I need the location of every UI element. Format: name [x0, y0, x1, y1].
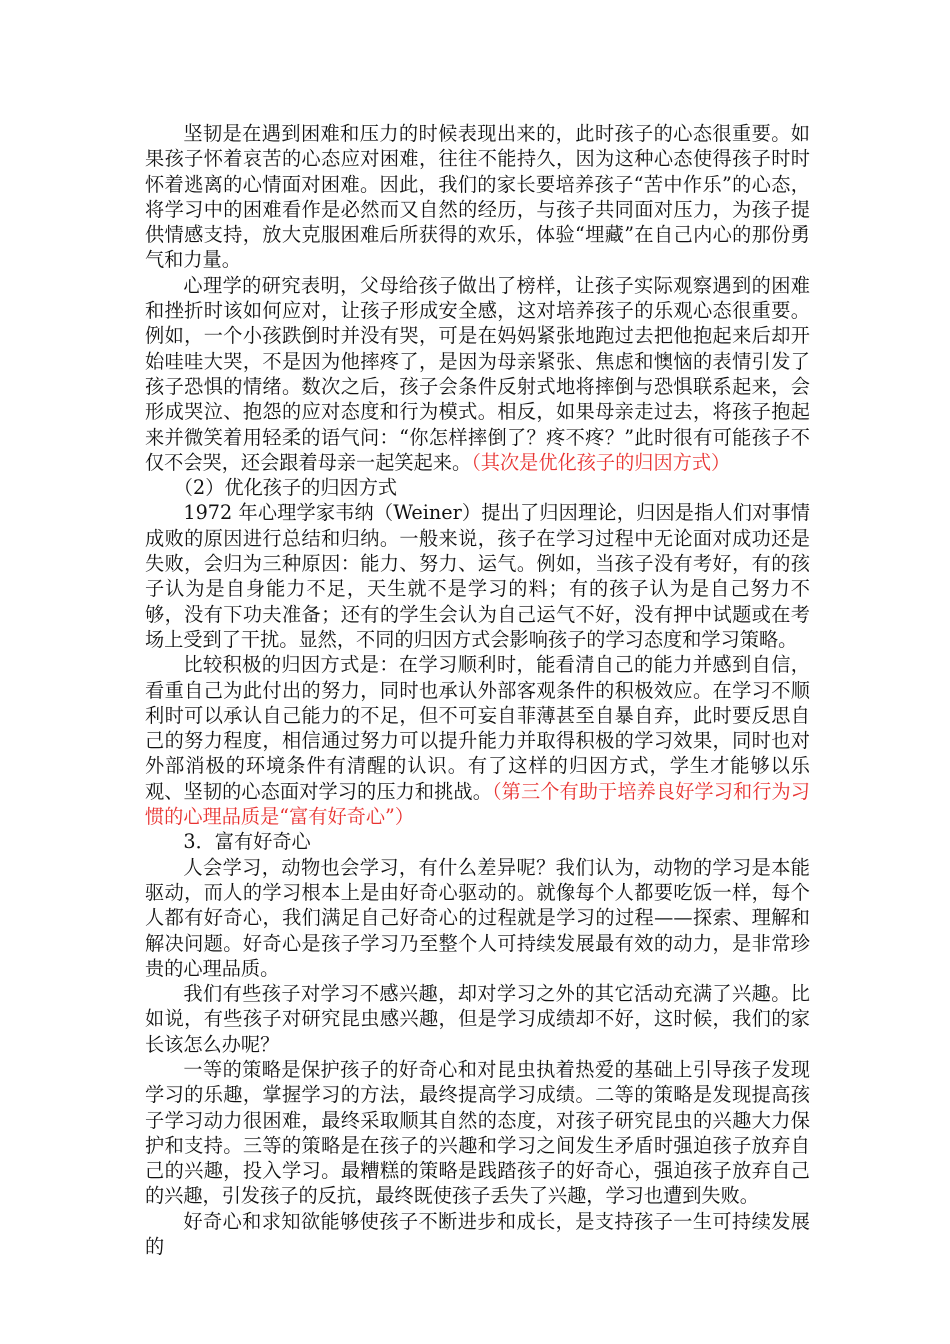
paragraph-text: 我们有些孩子对学习不感兴趣，却对学习之外的其它活动充满了兴趣。比如说，有些孩子对研究昆虫感兴趣，但是学习成绩却不好，这时候，我们的家长该怎么办呢？ — [145, 982, 810, 1056]
document-body — [145, 121, 810, 1259]
section-heading-curiosity — [145, 829, 810, 854]
paragraph-role-model — [145, 273, 810, 475]
paragraph-text: 坚韧是在遇到困难和压力的时候表现出来的，此时孩子的心态很重要。如果孩子怀着哀苦的心态应对困难，往往不能持久，因为这种心态使得孩子时时怀着逃离的心情面对困难。因此，我们的家长要培养孩子“苦中作乐”的心态，将学习中的困难看作是必然而又自然的经历，与孩子共同面对压力，为孩子提供情感支持，放大克服困难后所获得的欢乐，体验“埋藏”在自己内心的那份勇气和力量。 — [145, 122, 810, 272]
paragraph-strategies — [145, 1057, 810, 1209]
paragraph-curiosity-growth — [145, 1209, 810, 1260]
annotation-note: （第三个有助于培养良好学习和行为习惯的心理品质是“富有好奇心”） — [145, 779, 810, 829]
paragraph-perseverance — [145, 121, 810, 273]
paragraph-text: 心理学的研究表明，父母给孩子做出了榜样，让孩子实际观察遇到的困难和挫折时该如何应对，让孩子形成安全感，这对培养孩子的乐观心态很重要。例如，一个小孩跌倒时并没有哭，可是在妈妈紧张地跑过去把他抱起来后却开始哇哇大哭，不是因为他摔疼了，是因为母亲紧张、焦虑和懊恼的表情引发了孩子恐惧的情绪。数次之后，孩子会条件反射式地将摔倒与恐惧联系起来，会形成哭泣、抱怨的应对态度和行为模式。相反，如果母亲走过去，将孩子抱起来并微笑着用轻柔的语气问：“你怎样摔倒了？疼不疼？”此时很有可能孩子不仅不会哭，还会跟着母亲一起笑起来。 — [145, 273, 810, 474]
paragraph-text: 比较积极的归因方式是：在学习顺利时，能看清自己的能力并感到自信，看重自己为此付出的努力，同时也承认外部客观条件的积极效应。在学习不顺利时可以承认自己能力的不足，但不可妄自菲薄甚至自暴自弃，此时要反思自己的努力程度，相信通过努力可以提升能力并取得积极的学习效果，同时也对外部消极的环境条件有清醒的认识。有了这样的归因方式，学生才能够以乐观、坚韧的心态面对学习的压力和挑战。 — [145, 653, 810, 803]
paragraph-text: 一等的策略是保护孩子的好奇心和对昆虫执着热爱的基础上引导孩子发现学习的乐趣，掌握学习的方法，最终提高学习成绩。二等的策略是发现提高孩子学习动力很困难，最终采取顺其自然的态度，对孩子研究昆虫的兴趣大力保护和支持。三等的策略是在孩子的兴趣和学习之间发生矛盾时强迫孩子放弃自己的兴趣，投入学习。最糟糕的策略是践踏孩子的好奇心，强迫孩子放弃自己的兴趣，引发孩子的反抗，最终既使孩子丢失了兴趣，学习也遭到失败。 — [145, 1057, 810, 1208]
annotation-note: （其次是优化孩子的归因方式） — [471, 450, 731, 474]
paragraph-text: 好奇心和求知欲能够使孩子不断进步和成长，是支持孩子一生可持续发展的 — [145, 1209, 810, 1259]
paragraph-curiosity-drive — [145, 855, 810, 981]
heading-text: （2）优化孩子的归因方式 — [173, 476, 398, 500]
paragraph-positive-attribution — [145, 652, 810, 829]
heading-text: 3．富有好奇心 — [183, 830, 311, 854]
paragraph-weiner-theory — [145, 500, 810, 652]
section-heading-attribution — [145, 475, 810, 500]
paragraph-text: 人会学习，动物也会学习，有什么差异呢？我们认为，动物的学习是本能驱动，而人的学习根本上是由好奇心驱动的。就像每个人都要吃饭一样，每个人都有好奇心，我们满足自己好奇心的过程就是学习的过程——探索、理解和解决问题。好奇心是孩子学习乃至整个人可持续发展最有效的动力，是非常珍贵的心理品质。 — [145, 855, 810, 980]
paragraph-insect-interest — [145, 981, 810, 1057]
paragraph-text: 1972 年心理学家韦纳（Weiner）提出了归因理论，归因是指人们对事情成败的原因进行总结和归纳。一般来说，孩子在学习过程中无论面对成功还是失败，会归为三种原因：能力、努力、运气。例如，当孩子没有考好，有的孩子认为是自身能力不足，天生就不是学习的料；有的孩子认为是自己努力不够，没有下功夫准备；还有的学生会认为自己运气不好，没有押中试题或在考场上受到了干扰。显然，不同的归因方式会影响孩子的学习态度和学习策略。 — [145, 501, 810, 651]
